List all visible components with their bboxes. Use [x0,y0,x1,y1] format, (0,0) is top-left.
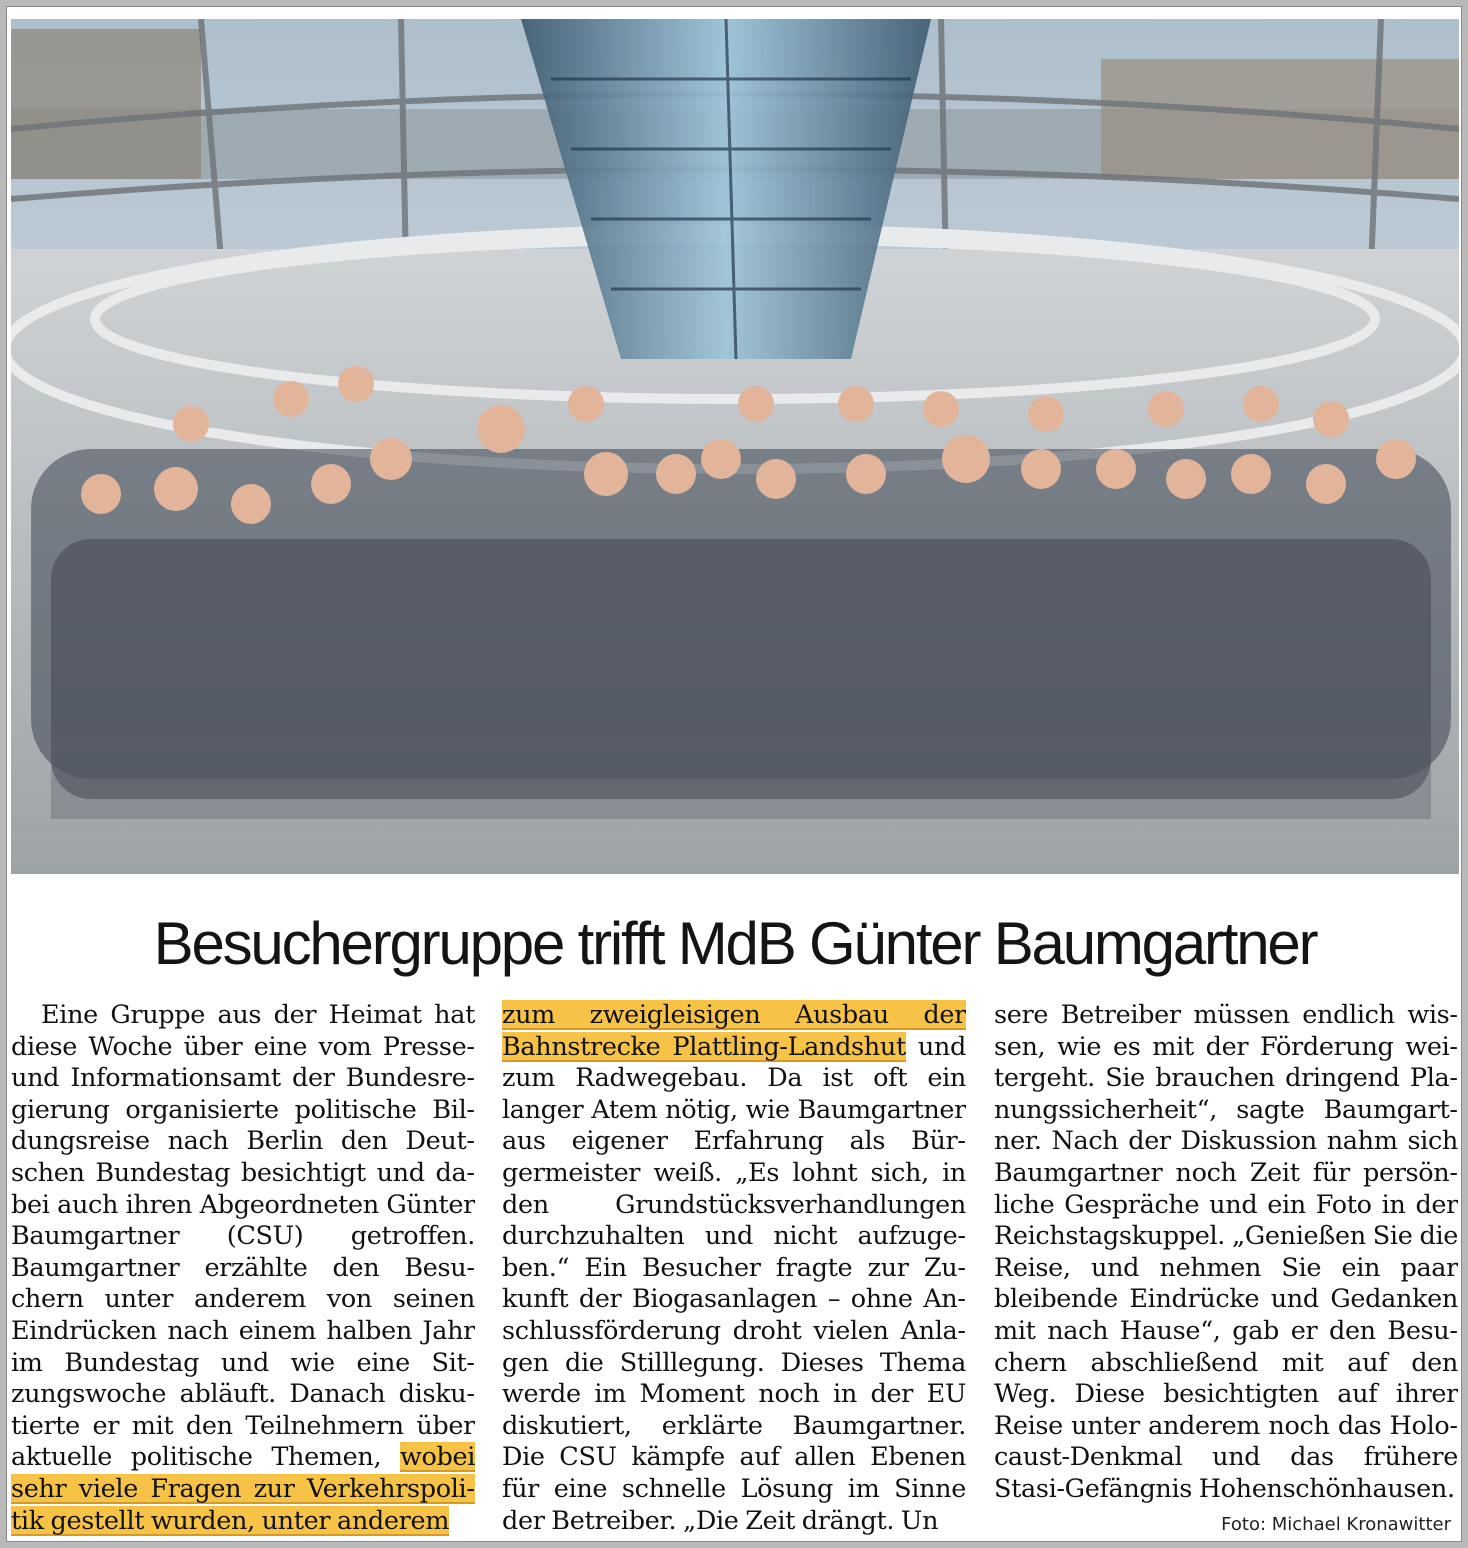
column-1-text: Eine Gruppe aus der Heimat hat diese Woche über eine vom Presseund Informationsamt der Bundesregierung organisierte politische Bildungsreise nach Berlin den Deutschen Bundestag besichtigt und dabei auch ihren Abgeordneten Günter Baumgartner (CSU) getroffen. Baumgartner erzählte den Besuchern unter anderem von seinen Eindrücken nach einem halben Jahr im Bundestag und wie eine Sitzungswoche abläuft. Danach diskutierte er mit den Teilnehmern über aktuelle politische Themen, [11,1000,475,1473]
article-column-3 [994,1000,1458,1540]
column-2-text: und zum Radwegebau. Da ist oft ein langer Atem nötig, wie Baumgartner aus eigener Erfahrung als Bürgermeister weiß. „Es lohnt sich, in den Grundstücksverhandlungen durchzuhalten und nicht aufzugeben.“ Ein Besucher fragte zur Zukunft der Biogasanlagen – ohne Anschlussförderung droht vielen Anlagen die Stilllegung. Dieses Thema werde im Moment noch in der EU diskutiert, erklärte Baumgartner. Die CSU kämpfe auf allen Ebenen für eine schnelle Lösung im Sinne der Betreiber. „Die Zeit drängt. Un [502,1031,966,1536]
column-3-text: sere Betreiber müssen endlich wissen, wie es mit der Förderung weitergeht. Sie brauchen dringend Planungssicherheit“, sagte Baumgartner. Nach der Diskussion nahm sich Baumgartner noch Zeit für persönliche Gespräche und ein Foto in der Reichstagskuppel. „Genießen Sie die Reise, und nehmen Sie ein paar bleibende Eindrücke und Gedanken mit nach Hause“, gab er den Besuchern abschließend mit auf den Weg. Diese besichtigten auf ihrer Reise unter anderem noch das Holocaust-Denkmal und das frühere Stasi-Gefängnis Hohenschönhausen. [994,1000,1458,1504]
newspaper-clipping [6,6,1462,1542]
photo-credit: Foto: Michael Kronawitter [1211,1514,1451,1535]
article-headline: Besuchergruppe trifft MdB Günter Baumgartner [153,910,1317,977]
group-photo-reichstag-dome [11,19,1459,874]
article-column-1 [11,1000,475,1540]
article-column-2 [502,1000,966,1540]
photo-illustration [11,19,1459,874]
highlighted-passage: zum zweigleisigen Ausbau der Bahnstrecke Plattling-Landshut [502,1000,966,1062]
highlighted-passage: wobei sehr viele Fragen zur Verkehrspolitik gestellt wurden, unter anderem [11,1442,475,1536]
